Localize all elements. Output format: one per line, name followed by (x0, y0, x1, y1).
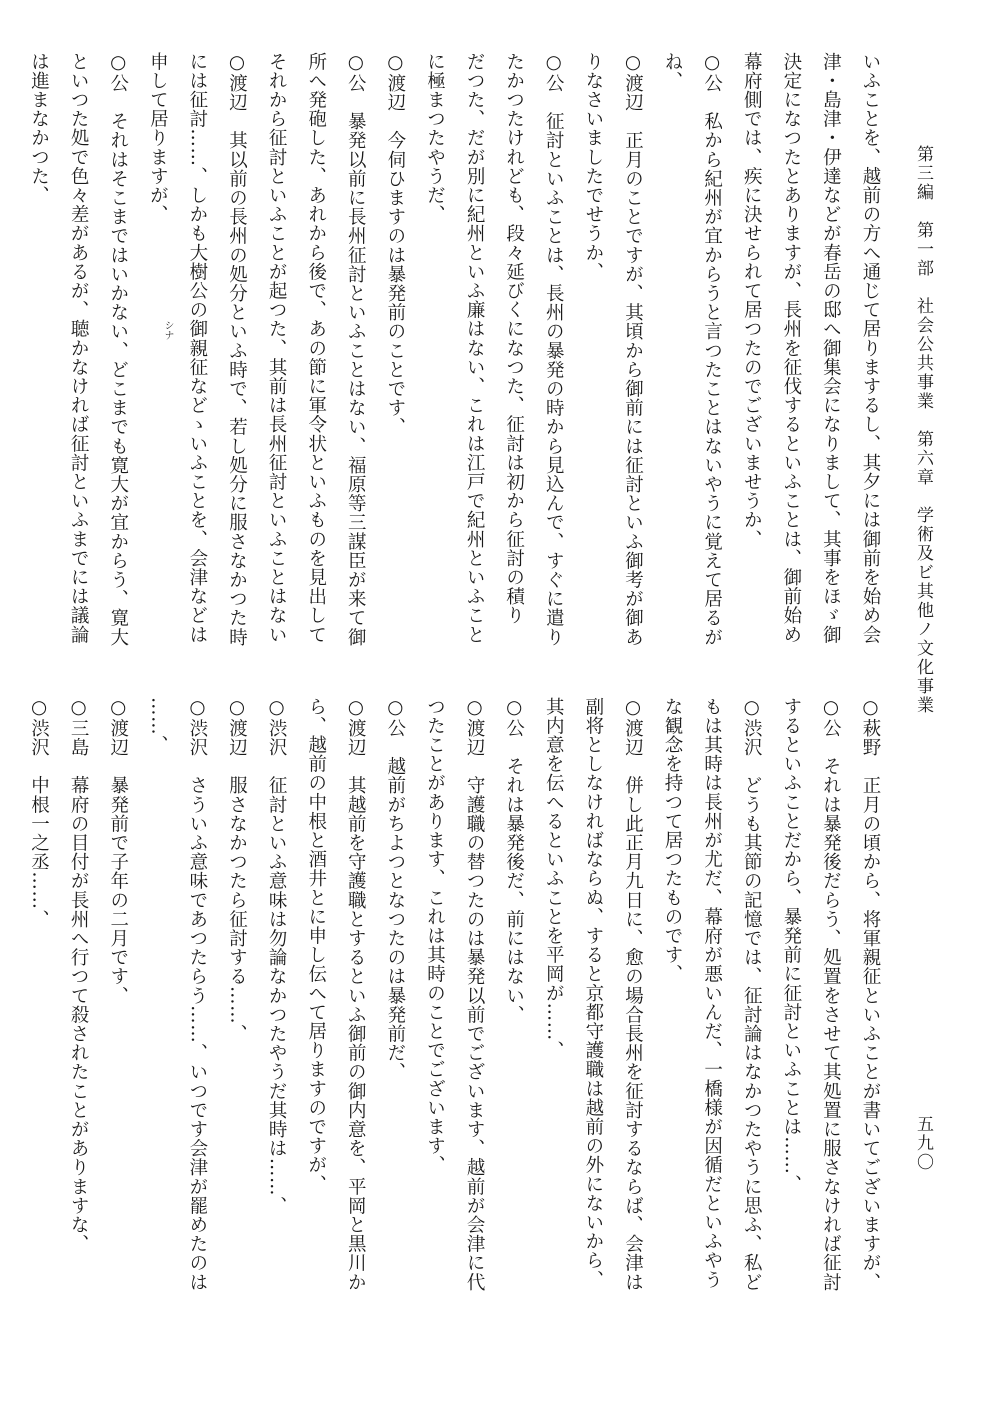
running-header: 第三編 第一部 社会公共事業 第六章 学術及ビ其他ノ文化事業 (913, 145, 933, 715)
text-line: ○公 征討といふことは、長州の暴発の時から見込んで、すぐに遣り (543, 52, 565, 647)
text-line: ら、越前の中根と酒井とに申し伝へて居りますのですが、 (305, 697, 327, 1194)
text-line: な観念を持つて居つたものです、 (662, 697, 684, 984)
text-line: ……、 (147, 697, 169, 755)
text-line: ○渡辺 併し此正月九日に、愈の場合長州を征討するならば、会津は (622, 697, 644, 1292)
text-line: 副将としなければならぬ、すると京都守護職は越前の外にないから、 (582, 697, 604, 1290)
text-line: 其内意を伝へるといふことを平岡が……、 (543, 697, 565, 1060)
ruby-gloss: シナ (162, 320, 173, 340)
text-line: ○渡辺 其以前の長州の処分といふ時で、若し処分に服さなかつた時 (226, 52, 248, 647)
text-line: ○渋沢 中根一之丞……、 (28, 697, 50, 929)
text-line: 申して居りますが、 (147, 52, 169, 224)
text-line: ○萩野 正月の頃から、将軍親征といふことが書いてございますが、 (860, 697, 881, 1292)
text-line: ○渡辺 今伺ひますのは暴発前のことです、 (384, 52, 406, 437)
text-line: ね、 (662, 52, 684, 91)
text-line: ○公 それは暴発後だ、前にはない、 (503, 697, 525, 1025)
text-line: 決定になつたとありますが、長州を征伐するといふことは、御前始め (780, 52, 802, 645)
text-line: ○渋沢 征討といふ意味は勿論なかつたやうだ其時は……、 (266, 697, 288, 1216)
text-line: には征討……、しかも大樹公の御親征などゝいふことを、会津などは (186, 52, 208, 645)
text-line: ○渡辺 暴発前で子年の二月です、 (107, 697, 129, 1006)
text-line: りなさいましたでせうか、 (582, 52, 604, 282)
text-line: いふことを、越前の方へ通じて居りまするし、其夕には御前を始め会 (860, 52, 881, 645)
text-line: それから征討といふことが起つた、其前は長州征討といふことはない (266, 52, 288, 645)
text-line: だつた、だが別に紀州といふ廉はない、これは江戸で紀州といふこと (464, 52, 486, 645)
text-line: たかつたけれども、段々延びくになつた、征討は初から征討の積り (503, 52, 525, 625)
text-line: ○渡辺 守護職の替つたのは暴発以前でございます、越前が会津に代 (464, 697, 486, 1292)
upper-text-section (28, 52, 890, 652)
page-number: 五九〇 (913, 1115, 933, 1172)
text-line: 津・島津・伊達などが春岳の邸へ御集会になりまして、其事をほゞ御 (820, 52, 842, 645)
text-line: ○渡辺 服さなかつたら征討する……、 (226, 697, 248, 1044)
text-line: ○公 越前がちよつとなつたのは暴発前だ、 (384, 697, 406, 1082)
text-line: つたことがあります、これは其時のことでございます、 (424, 697, 446, 1175)
text-line: 幕府側では、疾に決せられて居つたのでございませうか、 (741, 52, 763, 549)
text-line: ○公 私から紀州が宜からうと言つたことはないやうに覚えて居るが (701, 52, 723, 647)
text-line: ○渡辺 其越前を守護職とするといふ御前の御内意を、平岡と黒川か (345, 697, 367, 1292)
text-line: ○渋沢 さういふ意味であつたらう……、いつです会津が罷めたのは (186, 697, 208, 1292)
text-line: ○公 それはそこまではいかない、どこまでも寛大が宜からう、寛大 (107, 52, 129, 647)
text-line: は進まなかつた、 (28, 52, 50, 205)
text-line: ○公 それは暴発後だらう、処置をさせて其処置に服さなければ征討 (820, 697, 842, 1292)
lower-text-section (28, 697, 890, 1357)
text-line: ○渋沢 どうも其節の記憶では、征討論はなかつたやうに思ふ、私ど (741, 697, 763, 1292)
text-line: するといふことだから、暴発前に征討といふことは……、 (780, 697, 802, 1194)
text-line: ○渡辺 正月のことですが、其頃から御前には征討といふ御考が御あ (622, 52, 644, 647)
text-line: ○公 暴発以前に長州征討といふことはない、福原等三謀臣が来て御 (345, 52, 367, 647)
text-line: 所へ発砲した、あれから後で、あの節に軍令状といふものを見出して (305, 52, 327, 645)
text-line: もは其時は長州が尤だ、幕府が悪いんだ、一橋様が因循だといふやう (701, 697, 723, 1290)
text-line: ○三島 幕府の目付が長州へ行つて殺されたことがありますな、 (68, 697, 90, 1254)
text-line: に極まつたやうだ、 (424, 52, 446, 224)
text-line: といつた処で色々差があるが、聴かなければ征討といふまでには議論 (68, 52, 90, 645)
